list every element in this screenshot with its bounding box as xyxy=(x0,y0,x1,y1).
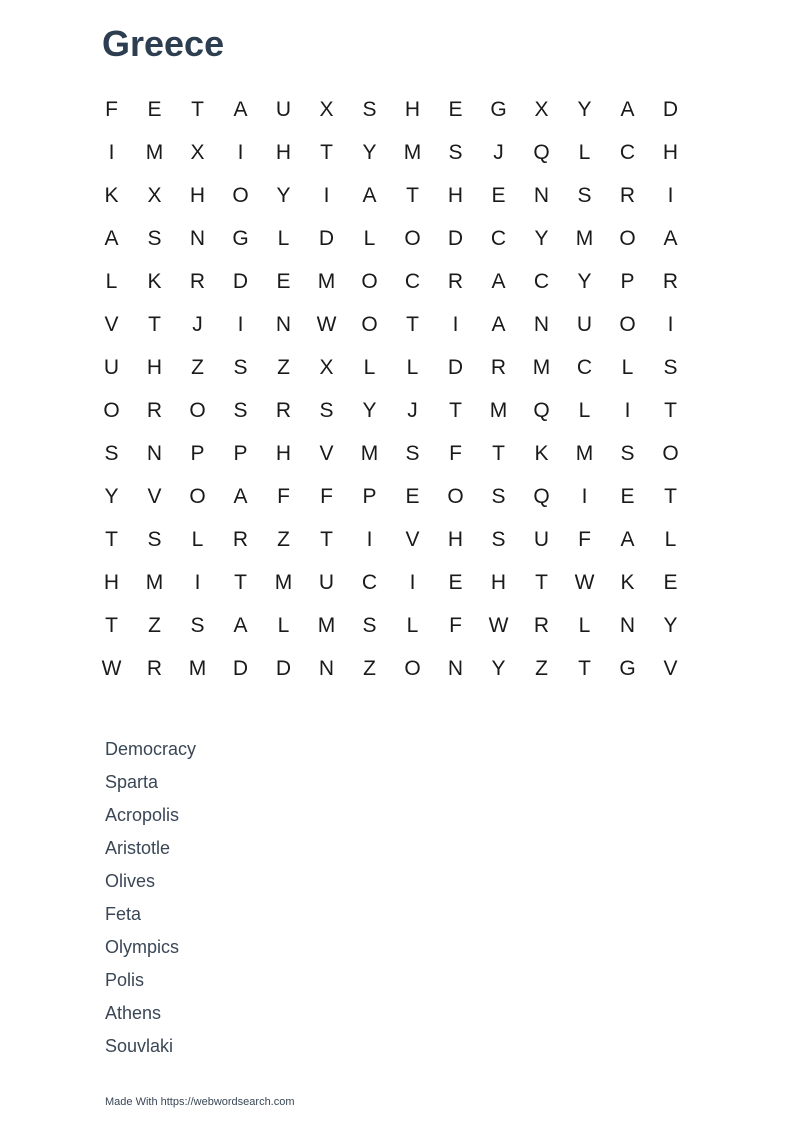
grid-letter: E xyxy=(663,570,678,594)
grid-letter: I xyxy=(237,140,244,164)
grid-letter: I xyxy=(194,570,201,594)
grid-letter: X xyxy=(534,97,549,121)
grid-letter: Z xyxy=(277,527,290,551)
grid-letter: L xyxy=(578,140,591,164)
grid-letter: K xyxy=(534,441,549,465)
grid-letter: Q xyxy=(533,140,550,164)
word-list-item: Aristotle xyxy=(105,838,171,858)
grid-letter: W xyxy=(316,312,337,336)
grid-letter: T xyxy=(105,527,118,551)
grid-letter: M xyxy=(575,441,594,465)
grid-letter: N xyxy=(533,312,550,336)
grid-letter: D xyxy=(232,269,249,293)
grid-letter: E xyxy=(448,570,463,594)
grid-letter: N xyxy=(318,656,335,680)
grid-letter: O xyxy=(619,226,636,250)
grid-letter: C xyxy=(619,140,636,164)
grid-letter: Y xyxy=(104,484,119,508)
grid-letter: X xyxy=(319,355,334,379)
grid-letter: A xyxy=(491,269,506,293)
grid-letter: J xyxy=(192,312,203,336)
grid-letter: C xyxy=(490,226,507,250)
grid-letter: L xyxy=(578,398,591,422)
grid-letter: A xyxy=(104,226,119,250)
grid-letter: W xyxy=(574,570,595,594)
grid-letter: P xyxy=(233,441,248,465)
grid-letter: R xyxy=(619,183,636,207)
grid-letter: D xyxy=(662,97,679,121)
word-list-item: Acropolis xyxy=(105,805,180,825)
word-list xyxy=(105,735,196,1065)
grid-letter: Y xyxy=(534,226,549,250)
grid-letter: S xyxy=(405,441,420,465)
word-list-item: Sparta xyxy=(105,772,159,792)
grid-letter: K xyxy=(104,183,119,207)
grid-letter: R xyxy=(146,656,163,680)
grid-letter: S xyxy=(319,398,334,422)
grid-letter: U xyxy=(318,570,335,594)
grid-letter: S xyxy=(577,183,592,207)
grid-letter: I xyxy=(624,398,631,422)
grid-letter: M xyxy=(360,441,379,465)
word-list-item: Polis xyxy=(105,970,145,990)
grid-letter: K xyxy=(620,570,635,594)
grid-letter: S xyxy=(147,527,162,551)
grid-letter: K xyxy=(147,269,162,293)
grid-letter: T xyxy=(234,570,247,594)
grid-letter: R xyxy=(447,269,464,293)
grid-letter: L xyxy=(277,613,290,637)
grid-letter: P xyxy=(362,484,377,508)
grid-letter: O xyxy=(447,484,464,508)
grid-letter: U xyxy=(533,527,550,551)
word-list-item: Olives xyxy=(105,871,156,891)
grid-letter: A xyxy=(620,97,635,121)
grid-letter: H xyxy=(146,355,163,379)
grid-letter: E xyxy=(620,484,635,508)
grid-letter: F xyxy=(578,527,591,551)
grid-letter: C xyxy=(404,269,421,293)
grid-letter: N xyxy=(189,226,206,250)
grid-letter: I xyxy=(581,484,588,508)
grid-letter: N xyxy=(619,613,636,637)
grid-letter: V xyxy=(663,656,678,680)
grid-letter: O xyxy=(189,398,206,422)
grid-letter: T xyxy=(578,656,591,680)
grid-letter: C xyxy=(533,269,550,293)
grid-letter: X xyxy=(190,140,205,164)
grid-letter: D xyxy=(318,226,335,250)
grid-letter: M xyxy=(575,226,594,250)
grid-letter: L xyxy=(578,613,591,637)
grid-letter: L xyxy=(664,527,677,551)
grid-letter: H xyxy=(404,97,421,121)
grid-letter: F xyxy=(277,484,290,508)
grid-letter: H xyxy=(275,140,292,164)
grid-letter: L xyxy=(406,613,419,637)
grid-letter: L xyxy=(621,355,634,379)
grid-letter: G xyxy=(619,656,636,680)
grid-letter: S xyxy=(448,140,463,164)
grid-letter: E xyxy=(405,484,420,508)
grid-letter: L xyxy=(191,527,204,551)
grid-letter: S xyxy=(620,441,635,465)
grid-letter: M xyxy=(403,140,422,164)
grid-letter: S xyxy=(362,97,377,121)
grid-letter: U xyxy=(103,355,120,379)
grid-letter: S xyxy=(491,484,506,508)
grid-letter: E xyxy=(276,269,291,293)
grid-letter: V xyxy=(405,527,420,551)
grid-letter: T xyxy=(535,570,548,594)
grid-letter: X xyxy=(147,183,162,207)
grid-letter: M xyxy=(317,613,336,637)
grid-letter: Y xyxy=(491,656,506,680)
grid-letter: R xyxy=(232,527,249,551)
grid-letter: G xyxy=(232,226,249,250)
grid-letter: O xyxy=(103,398,120,422)
grid-letter: A xyxy=(620,527,635,551)
grid-letter: N xyxy=(447,656,464,680)
grid-letter: T xyxy=(406,312,419,336)
grid-letter: T xyxy=(320,140,333,164)
grid-letter: F xyxy=(449,613,462,637)
grid-letter: A xyxy=(233,97,248,121)
grid-letter: P xyxy=(620,269,635,293)
grid-letter: Q xyxy=(533,484,550,508)
grid-letter: O xyxy=(361,269,378,293)
grid-letter: F xyxy=(449,441,462,465)
grid-letter: T xyxy=(492,441,505,465)
grid-letter: E xyxy=(448,97,463,121)
grid-letter: C xyxy=(576,355,593,379)
grid-letter: R xyxy=(275,398,292,422)
grid-letter: N xyxy=(275,312,292,336)
grid-letter: A xyxy=(362,183,377,207)
grid-letter: R xyxy=(146,398,163,422)
grid-letter: S xyxy=(362,613,377,637)
grid-letter: T xyxy=(664,398,677,422)
grid-letter: A xyxy=(663,226,678,250)
grid-letter: H xyxy=(189,183,206,207)
grid-letter: S xyxy=(104,441,119,465)
grid-letter: O xyxy=(404,226,421,250)
grid-letter: M xyxy=(188,656,207,680)
grid-letter: C xyxy=(361,570,378,594)
grid-letter: F xyxy=(320,484,333,508)
grid-letter: H xyxy=(447,183,464,207)
page-title: Greece xyxy=(102,23,225,64)
grid-letter: T xyxy=(320,527,333,551)
grid-letter: Z xyxy=(191,355,204,379)
grid-letter: W xyxy=(488,613,509,637)
grid-letter: Q xyxy=(533,398,550,422)
grid-letter: U xyxy=(576,312,593,336)
grid-letter: M xyxy=(145,570,164,594)
grid-letter: O xyxy=(232,183,249,207)
grid-letter: V xyxy=(147,484,162,508)
grid-letter: V xyxy=(319,441,334,465)
grid-letter: A xyxy=(491,312,506,336)
grid-letter: A xyxy=(233,613,248,637)
grid-letter: O xyxy=(189,484,206,508)
grid-letter: L xyxy=(105,269,118,293)
grid-letter: O xyxy=(404,656,421,680)
grid-letter: O xyxy=(662,441,679,465)
grid-letter: X xyxy=(319,97,334,121)
grid-letter: Z xyxy=(277,355,290,379)
grid-letter: S xyxy=(233,398,248,422)
grid-letter: D xyxy=(447,355,464,379)
word-list-item: Olympics xyxy=(105,937,180,957)
grid-letter: Y xyxy=(577,97,592,121)
grid-letter: Y xyxy=(362,398,377,422)
word-list-item: Feta xyxy=(105,904,142,924)
grid-letter: I xyxy=(366,527,373,551)
grid-letter: A xyxy=(233,484,248,508)
grid-letter: O xyxy=(619,312,636,336)
word-list-item: Athens xyxy=(105,1003,162,1023)
grid-letter: Z xyxy=(363,656,376,680)
grid-letter: H xyxy=(447,527,464,551)
grid-letter: R xyxy=(533,613,550,637)
grid-letter: N xyxy=(146,441,163,465)
grid-letter: Y xyxy=(362,140,377,164)
grid-letter: O xyxy=(361,312,378,336)
grid-letter: L xyxy=(363,226,376,250)
grid-letter: L xyxy=(363,355,376,379)
grid-letter: J xyxy=(407,398,418,422)
grid-letter: T xyxy=(406,183,419,207)
grid-letter: Z xyxy=(535,656,548,680)
grid-letter: E xyxy=(491,183,506,207)
grid-letter: D xyxy=(232,656,249,680)
grid-letter: M xyxy=(489,398,508,422)
grid-letter: D xyxy=(275,656,292,680)
grid-letter: U xyxy=(275,97,292,121)
grid-letter: I xyxy=(667,312,674,336)
grid-letter: H xyxy=(103,570,120,594)
footer-credit: Made With https://webwordsearch.com xyxy=(105,1096,295,1108)
grid-letter: M xyxy=(317,269,336,293)
grid-letter: R xyxy=(189,269,206,293)
grid-letter: T xyxy=(105,613,118,637)
grid-letter: T xyxy=(449,398,462,422)
grid-letter: Y xyxy=(276,183,291,207)
word-list-item: Souvlaki xyxy=(105,1036,174,1056)
grid-letter: S xyxy=(147,226,162,250)
grid-letter: J xyxy=(493,140,504,164)
grid-letter: G xyxy=(490,97,507,121)
grid-letter: T xyxy=(148,312,161,336)
grid-letter: I xyxy=(409,570,416,594)
grid-letter: I xyxy=(452,312,459,336)
grid-letter: H xyxy=(490,570,507,594)
grid-letter: S xyxy=(491,527,506,551)
grid-letter: D xyxy=(447,226,464,250)
grid-letter: N xyxy=(533,183,550,207)
grid-letter: I xyxy=(108,140,115,164)
grid-letter: H xyxy=(662,140,679,164)
grid-letter: I xyxy=(323,183,330,207)
grid-letter: Y xyxy=(663,613,678,637)
grid-letter: M xyxy=(532,355,551,379)
grid-letter: S xyxy=(663,355,678,379)
grid-letter: Z xyxy=(148,613,161,637)
letter-grid xyxy=(90,88,692,690)
grid-letter: I xyxy=(237,312,244,336)
grid-letter: L xyxy=(277,226,290,250)
grid-letter: P xyxy=(190,441,205,465)
grid-letter: T xyxy=(664,484,677,508)
grid-letter: V xyxy=(104,312,119,336)
grid-letter: W xyxy=(101,656,122,680)
grid-letter: S xyxy=(233,355,248,379)
grid-letter: T xyxy=(191,97,204,121)
word-list-item: Democracy xyxy=(105,739,197,759)
grid-letter: R xyxy=(490,355,507,379)
grid-letter: S xyxy=(190,613,205,637)
grid-letter: M xyxy=(145,140,164,164)
grid-letter: I xyxy=(667,183,674,207)
grid-letter: F xyxy=(105,97,118,121)
grid-letter: Y xyxy=(577,269,592,293)
grid-letter: H xyxy=(275,441,292,465)
grid-letter: M xyxy=(274,570,293,594)
grid-letter: E xyxy=(147,97,162,121)
grid-letter: R xyxy=(662,269,679,293)
grid-letter: L xyxy=(406,355,419,379)
